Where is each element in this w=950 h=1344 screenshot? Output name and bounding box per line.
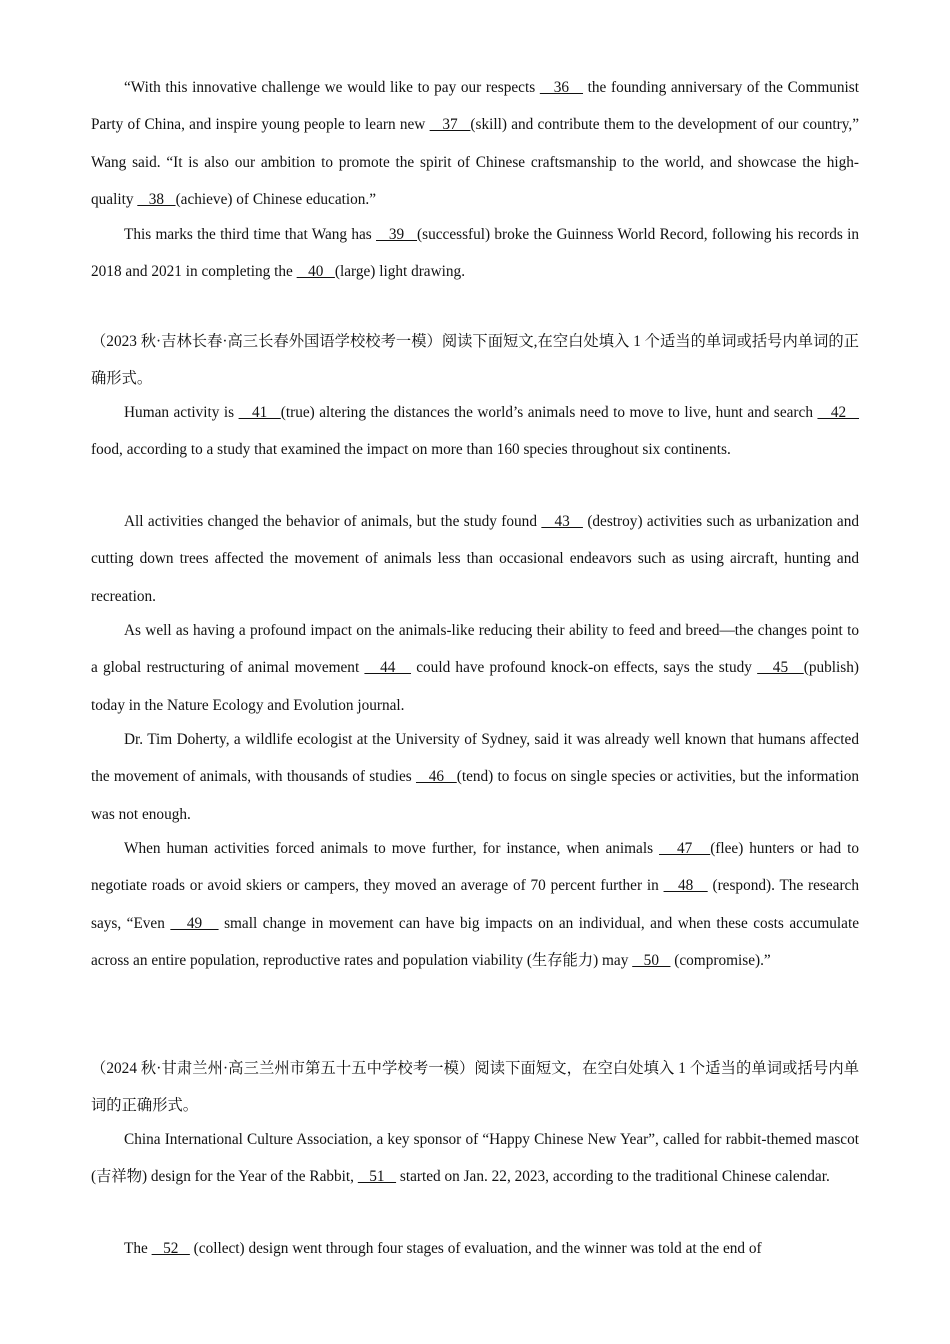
section-header: （2024 秋·甘肃兰州·高三兰州市第五十五中学校考一模）阅读下面短文，在空白处填入 1 个适当的单词或括号内单词的正确形式。 [91,1060,859,1115]
paragraph: Dr. Tim Doherty, a wildlife ecologist at the University of Sydney, said it was already well known that humans affected the movement of animals, with thousands of studies 46 (tend) to focus on single species or activities, but the information was not enough. [91,731,859,823]
answer-blank: 41 [238,404,281,421]
answer-blank: 48 [663,877,708,895]
answer-blank: 36 [539,79,584,96]
answer-blank: 42 [817,404,860,421]
answer-blank: 39 [376,226,418,243]
answer-blank: 43 [541,513,583,530]
paragraph: When human activities forced animals to move further, for instance, when animals 47 (flee) hunters or had to negotiate roads or avoid skiers or campers, they moved an average of 70 percent further in 48 (respond). The research says, “Even 49 small change in movement can have big impacts on an individual, and when these costs accumulate across an entire population, reproductive rates and population viability (生存能力) may 50 (compromise).” [91,840,859,969]
answer-blank: 37 [429,116,471,134]
paragraph: China International Culture Association, a key sponsor of “Happy Chinese New Year”, called for rabbit-themed mascot (吉祥物) design for the Year of the Rabbit, 51 started on Jan. 22, 2023, according to the traditional Chinese calendar. [91,1131,859,1186]
paragraph: “With this innovative challenge we would like to pay our respects 36 the founding anniversary of the Communist Party of China, and inspire young people to learn new 37 (skill) and contribute them to the development of our country,” Wang said. “It is also our ambition to promote the spirit of Chinese craftsmanship to the world, and showcase the high-quality 38 (achieve) of Chinese education.” [91,79,860,208]
answer-blank: 52 [151,1240,190,1257]
section-header: （2023 秋·吉林长春·高三长春外国语学校校考一模）阅读下面短文,在空白处填入 1 个适当的单词或括号内单词的正确形式。 [91,333,859,388]
answer-blank: 44 [364,659,412,677]
answer-blank: 40 [296,263,335,281]
answer-blank: 45 [757,659,804,677]
answer-blank: 47 [659,840,711,857]
answer-blank: 46 [415,768,457,786]
answer-blank: 50 [632,951,671,969]
paragraph: As well as having a profound impact on the animals-like reducing their ability to feed and breed—the changes point to a global restructuring of animal movement 44 could have profound knock-on effects, says the study 45 (publish) today in the Nature Ecology and Evolution journal. [91,622,859,714]
answer-blank: 49 [170,914,219,932]
paragraph: This marks the third time that Wang has 39 (successful) broke the Guinness World Record, following his records in 2018 and 2021 in completing the 40 (large) light drawing. [91,226,859,281]
answer-blank: 38 [137,190,176,208]
paragraph: All activities changed the behavior of animals, but the study found 43 (destroy) activities such as urbanization and cutting down trees affected the movement of animals less than occasional endeavors such as using aircraft, hunting and recreation. [91,513,859,605]
answer-blank: 51 [357,1168,397,1186]
paragraph: Human activity is 41 (true) altering the distances the world’s animals need to move to live, hunt and search 42 food, according to a study that examined the impact on more than 160 species throughout six continents. [91,404,860,459]
paragraph: The 52 (collect) design went through four stages of evaluation, and the winner was told at the end of [124,1240,762,1257]
